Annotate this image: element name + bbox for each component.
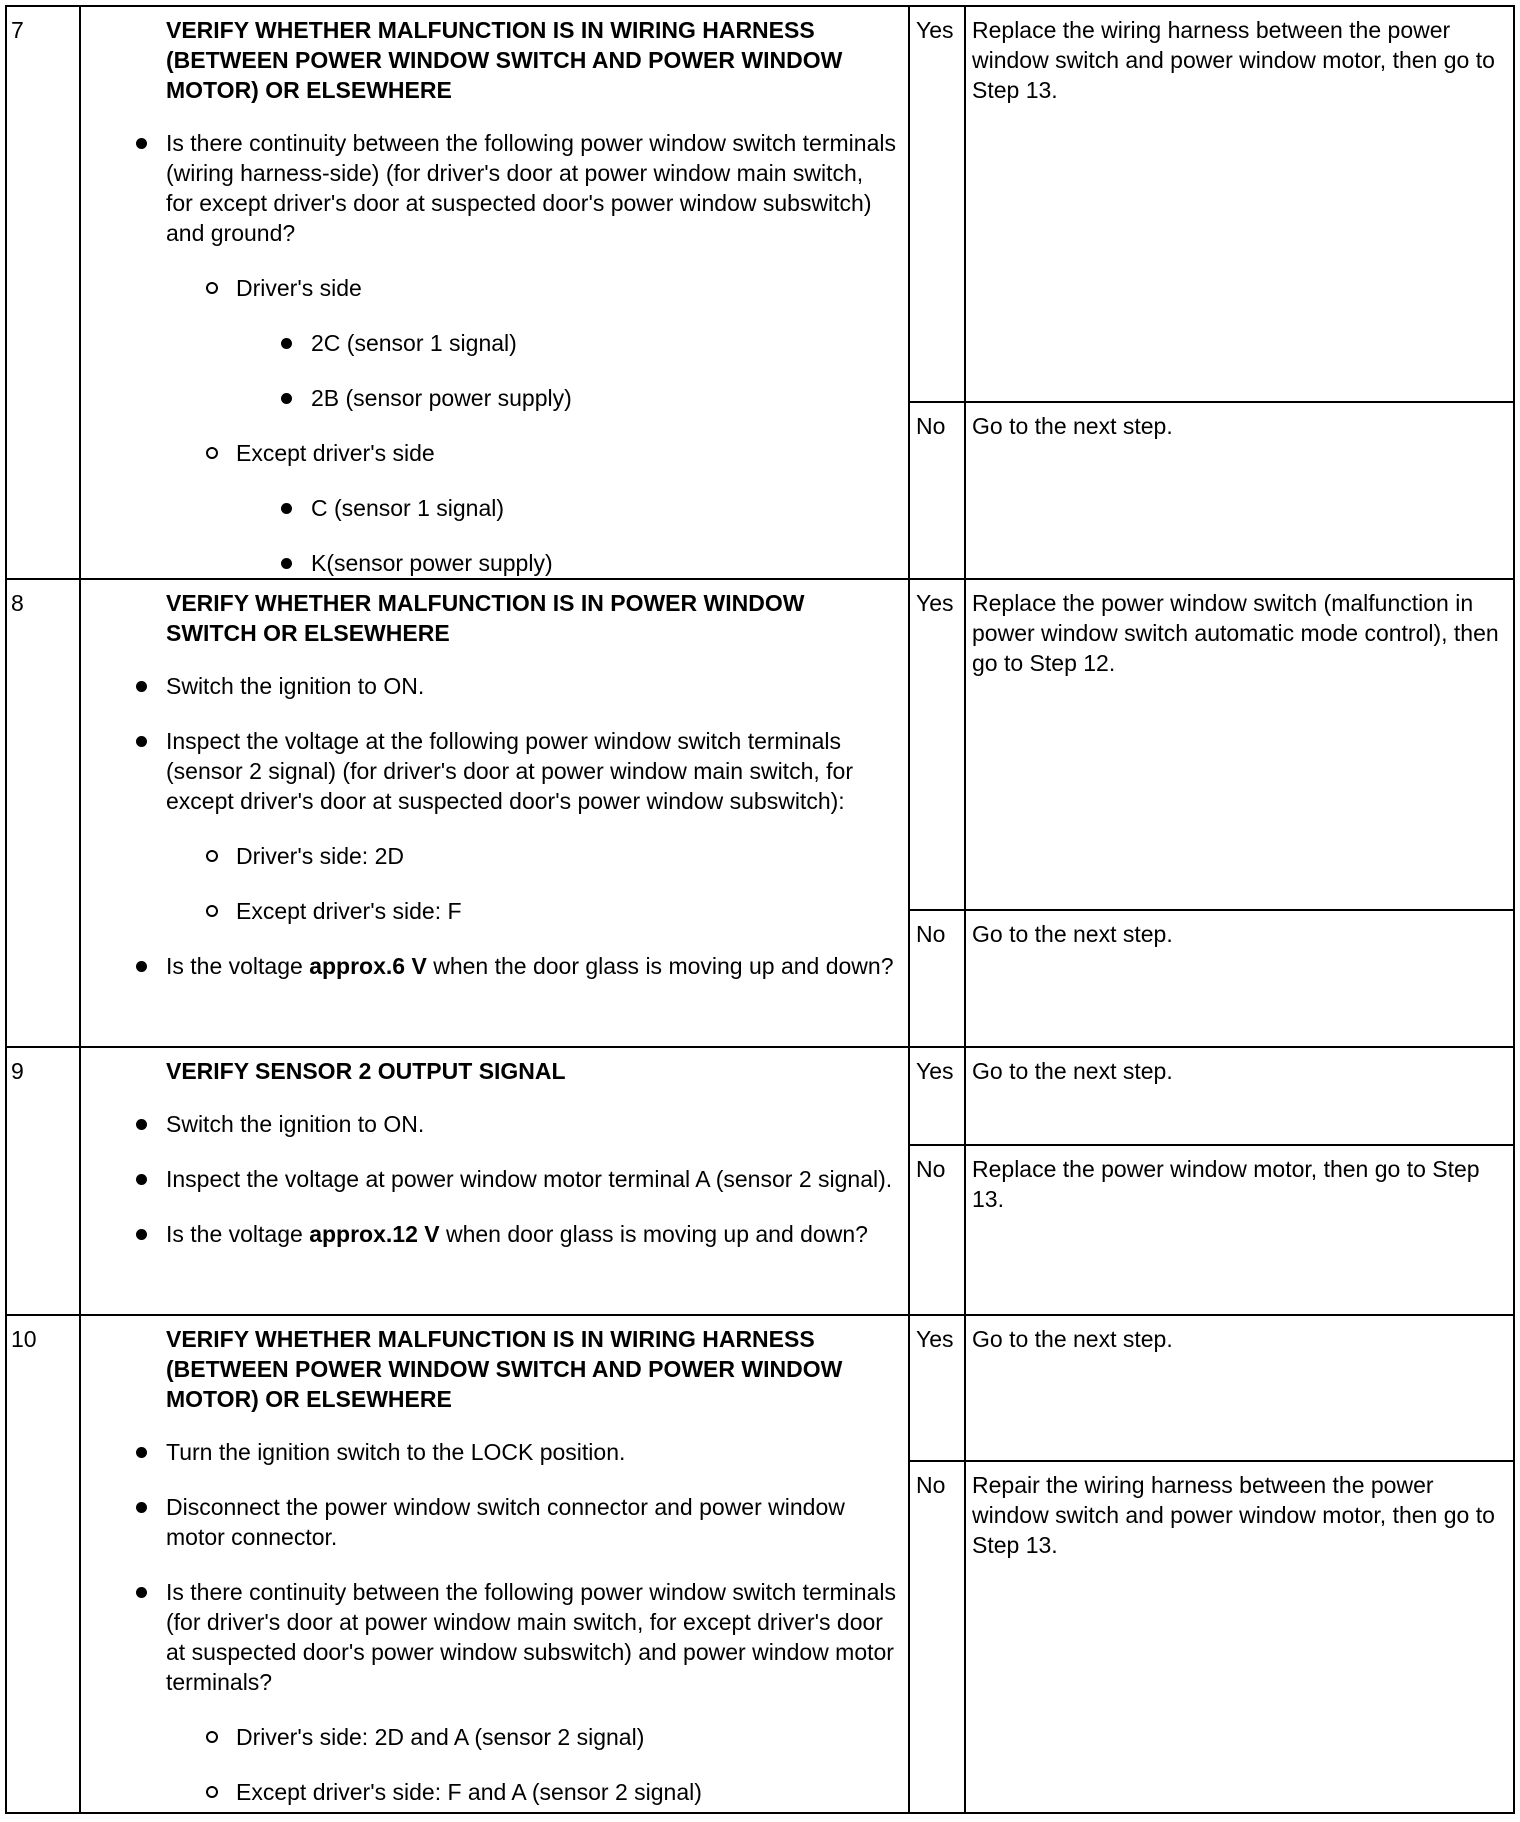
troubleshooting-table — [5, 5, 1515, 1814]
result-no: No — [909, 910, 965, 1047]
bullet-item: Is there continuity between the following power window switch terminals (for driver's door at power window main switch, for except driver's door at suspected door's power window subswitch) and power window motor terminals? — [166, 1579, 896, 1695]
sub-sub-item: C (sensor 1 signal) — [311, 493, 896, 523]
remedy-no: Go to the next step. — [965, 402, 1514, 579]
result-no: No — [909, 402, 965, 579]
result-yes: Yes — [909, 1315, 965, 1461]
step-title: VERIFY WHETHER MALFUNCTION IS IN WIRING HARNESS (BETWEEN POWER WINDOW SWITCH AND POWER WINDOW MOTOR) OR ELSEWHERE — [166, 1326, 843, 1412]
step-9-yes-row — [6, 1047, 1514, 1145]
step-10-yes-row — [6, 1315, 1514, 1461]
step-number: 9 — [6, 1047, 80, 1315]
bullet-item: Switch the ignition to ON. — [166, 1109, 896, 1139]
remedy-yes: Go to the next step. — [965, 1315, 1514, 1461]
bullet-item: Inspect the voltage at the following power window switch terminals (sensor 2 signal) (for driver's door at power window main switch, for except driver's door at suspected door's power window subswitch): — [166, 726, 896, 816]
bullet-item: Turn the ignition switch to the LOCK position. — [166, 1437, 896, 1467]
step-action — [80, 1047, 909, 1315]
step-number: 10 — [6, 1315, 80, 1813]
step-title: VERIFY WHETHER MALFUNCTION IS IN POWER WINDOW SWITCH OR ELSEWHERE — [166, 590, 805, 646]
bullet-emphasis: approx.12 V — [309, 1221, 440, 1247]
remedy-yes: Go to the next step. — [965, 1047, 1514, 1145]
sub-item: Driver's side — [236, 273, 896, 303]
result-yes: Yes — [909, 6, 965, 402]
step-number: 8 — [6, 579, 80, 1047]
sub-item: Except driver's side — [236, 438, 896, 468]
sub-item: Driver's side: 2D and A (sensor 2 signal) — [236, 1722, 896, 1752]
step-7-yes-row — [6, 6, 1514, 402]
bullet-item — [166, 951, 896, 981]
result-yes: Yes — [909, 1047, 965, 1145]
sub-sub-item: 2B (sensor power supply) — [311, 383, 896, 413]
remedy-yes: Replace the wiring harness between the power window switch and power window motor, then go to Step 13. — [965, 6, 1514, 402]
sub-item: Except driver's side: F and A (sensor 2 signal) — [236, 1777, 896, 1807]
bullet-text: Is the voltage — [166, 1221, 310, 1247]
bullet-emphasis: approx.6 V — [309, 953, 427, 979]
remedy-yes: Replace the power window switch (malfunction in power window switch automatic mode control), then go to Step 12. — [965, 579, 1514, 910]
sub-sub-item: 2C (sensor 1 signal) — [311, 328, 896, 358]
step-action — [80, 1315, 909, 1813]
step-title: VERIFY WHETHER MALFUNCTION IS IN WIRING HARNESS (BETWEEN POWER WINDOW SWITCH AND POWER WINDOW MOTOR) OR ELSEWHERE — [166, 17, 843, 103]
bullet-text: when the door glass is moving up and down? — [426, 953, 894, 979]
step-title: VERIFY SENSOR 2 OUTPUT SIGNAL — [166, 1058, 566, 1084]
bullet-text: Is the voltage — [166, 953, 310, 979]
result-no: No — [909, 1461, 965, 1813]
remedy-no: Replace the power window motor, then go to Step 13. — [965, 1145, 1514, 1315]
result-yes: Yes — [909, 579, 965, 910]
sub-sub-item: K(sensor power supply) — [311, 548, 896, 578]
bullet-item: Inspect the voltage at power window motor terminal A (sensor 2 signal). — [166, 1164, 896, 1194]
step-8-yes-row — [6, 579, 1514, 910]
sub-item: Driver's side: 2D — [236, 841, 896, 871]
step-action — [80, 579, 909, 1047]
bullet-item: Is there continuity between the following power window switch terminals (wiring harness-side) (for driver's door at power window main switch, for except driver's door at suspected door's power window subswitch) and ground? — [166, 130, 896, 246]
result-no: No — [909, 1145, 965, 1315]
step-number: 7 — [6, 6, 80, 579]
step-action — [80, 6, 909, 579]
remedy-no: Go to the next step. — [965, 910, 1514, 1047]
bullet-item: Disconnect the power window switch connector and power window motor connector. — [166, 1492, 896, 1552]
bullet-item: Switch the ignition to ON. — [166, 671, 896, 701]
bullet-text: when door glass is moving up and down? — [439, 1221, 868, 1247]
bullet-item — [166, 1219, 896, 1249]
remedy-no: Repair the wiring harness between the power window switch and power window motor, then go to Step 13. — [965, 1461, 1514, 1813]
sub-item: Except driver's side: F — [236, 896, 896, 926]
